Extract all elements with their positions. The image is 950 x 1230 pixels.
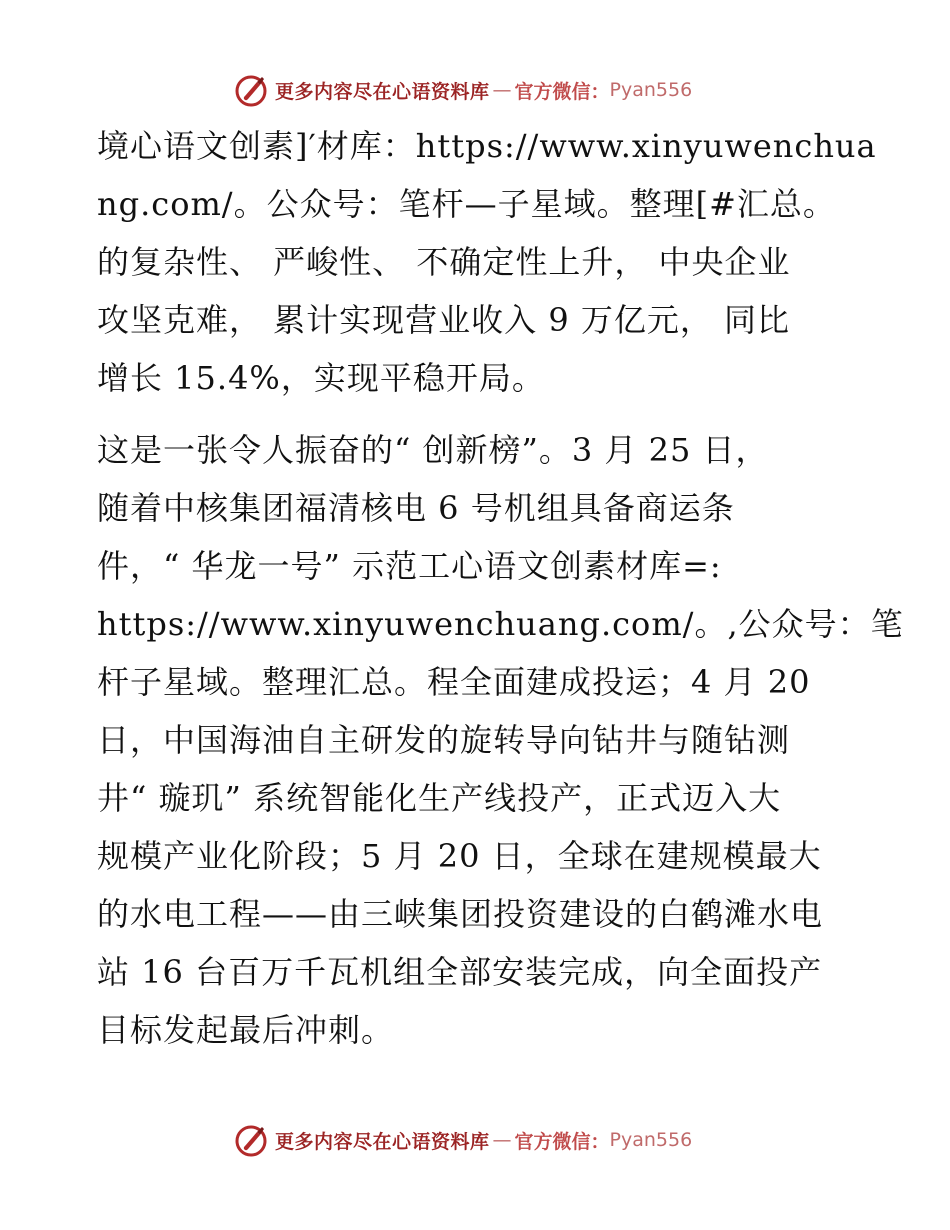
text-line: 目标发起最后冲刺。 bbox=[97, 1011, 395, 1049]
watermark-contact-label: 官方微信： bbox=[514, 80, 610, 103]
text-line: 境心语文创素]′材库：https://www.xinyuwenchua bbox=[97, 127, 877, 165]
watermark-dash: — bbox=[492, 79, 512, 101]
text-line: ng.com/。公众号：笔杆—子星域。整理[#汇总。 bbox=[97, 185, 836, 223]
text-line: 日，中国海油自主研发的旋转导向钻井与随钻测 bbox=[97, 721, 791, 759]
paragraph-spacer bbox=[97, 407, 847, 421]
watermark-text: 更多内容尽在心语资料库 bbox=[275, 80, 490, 103]
brush-logo-icon bbox=[233, 1122, 269, 1158]
text-line: 攻坚克难， 累计实现营业收入 9 万亿元， 同比 bbox=[97, 301, 791, 339]
text-line: 杆子星域。整理汇总。程全面建成投运；4 月 20 bbox=[97, 663, 811, 701]
text-line: 增长 15.4%，实现平稳开局。 bbox=[97, 359, 545, 397]
text-line: 件，“ 华龙一号” 示范工心语文创素材库=: bbox=[97, 547, 722, 585]
text-line: 这是一张令人振奋的“ 创新榜”。3 月 25 日， bbox=[97, 431, 769, 469]
text-line: 的水电工程——由三峡集团投资建设的白鹤滩水电 bbox=[97, 895, 824, 933]
watermark-dash: — bbox=[492, 1129, 512, 1151]
watermark-handle: Pyan556 bbox=[609, 79, 693, 101]
footer-watermark bbox=[233, 1120, 692, 1160]
text-line: 井“ 璇玑” 系统智能化生产线投产，正式迈入大 bbox=[97, 779, 782, 817]
paragraph-1 bbox=[97, 117, 877, 407]
watermark-handle: Pyan556 bbox=[609, 1129, 693, 1151]
text-line: 随着中核集团福清核电 6 号机组具备商运条 bbox=[97, 489, 735, 527]
text-line: 规模产业化阶段；5 月 20 日，全球在建规模最大 bbox=[97, 837, 822, 875]
document-body bbox=[97, 117, 904, 1059]
header-watermark bbox=[233, 70, 692, 110]
watermark-contact-label: 官方微信： bbox=[514, 1130, 610, 1153]
text-line: 站 16 台百万千瓦机组全部安装完成，向全面投产 bbox=[97, 953, 823, 991]
brush-logo-icon bbox=[233, 72, 269, 108]
text-line: https://www.xinyuwenchuang.com/。,公众号：笔 bbox=[97, 605, 904, 643]
watermark-text: 更多内容尽在心语资料库 bbox=[275, 1130, 490, 1153]
paragraph-2 bbox=[97, 421, 904, 1059]
text-line: 的复杂性、 严峻性、 不确定性上升， 中央企业 bbox=[97, 243, 791, 281]
